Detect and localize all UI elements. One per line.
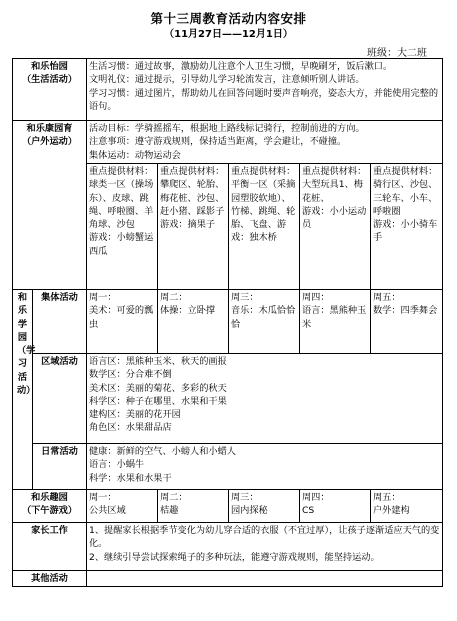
fun-day: 周五： 户外建构 <box>373 492 410 517</box>
collective-day: 周二： 体操：立卧撑 <box>160 292 216 317</box>
area-line: 科学区：种子在哪里、水果和干果 <box>89 395 227 407</box>
health-goals-row <box>13 121 443 164</box>
schedule-table <box>12 58 443 587</box>
station-text: 重点提供材料：攀爬区、轮胎、梅花桩、沙包、赶小猪、踩影子 游戏：摘果子 <box>160 166 225 231</box>
other-content <box>87 571 443 587</box>
daily-line: 科学：水果和水果干 <box>89 472 172 484</box>
health-line: 活动目标：学骑摇摇车，根据地上路线标记骑行，控制前进的方向。 <box>89 123 365 134</box>
area-line: 美术区：美丽的菊花、多彩的秋天 <box>89 382 227 394</box>
daily-line: 语言：小蜗牛 <box>89 459 145 471</box>
area-line: 建构区：美丽的花开园 <box>89 409 181 421</box>
fun-row <box>13 490 443 523</box>
collective-day: 周一： 美术：可爱的瓢虫 <box>89 292 154 330</box>
area-line: 角色区：水果甜品店 <box>89 422 172 434</box>
area-label: 区域活动 <box>33 354 87 444</box>
family-label: 家长工作 <box>13 523 87 571</box>
life-row <box>13 59 443 121</box>
fun-day: 周一： 公共区域 <box>89 492 126 517</box>
daily-row <box>13 444 443 490</box>
family-line: 2、继续引导尝试探索绳子的多种玩法，能遵守游戏规则，能坚持运动。 <box>89 551 380 563</box>
collective-day: 周四： 语言：黑熊种玉米 <box>302 292 367 330</box>
daily-line: 健康：新鲜的空气、小螃人和小蜡人 <box>89 446 236 457</box>
station-cell <box>158 164 229 290</box>
page-title: 第十三周教育活动内容安排 <box>150 11 307 26</box>
day-cell <box>158 290 229 354</box>
collective-row <box>13 290 443 354</box>
life-content <box>87 59 443 121</box>
fun-day: 周二： 桔趣 <box>160 492 188 517</box>
daily-content <box>87 444 443 490</box>
day-cell <box>158 490 229 523</box>
station-text: 重点提供材料：球类一区（操场东）、皮球、跳绳、呼啦圈、羊角球、沙包 游戏：小螃蟹运西瓜 <box>89 166 154 257</box>
fun-day: 周三： 园内探秘 <box>231 492 268 517</box>
day-cell <box>229 490 300 523</box>
life-label <box>13 59 87 121</box>
day-cell <box>87 290 158 354</box>
collective-day: 周五： 数学：四季舞会 <box>373 292 438 317</box>
learning-label <box>13 290 36 490</box>
day-cell <box>300 490 371 523</box>
station-text: 重点提供材料：大型玩具1、梅花桩、 游戏：小小运动员 <box>302 166 367 231</box>
collective-day: 周三： 音乐：木瓜恰恰恰 <box>231 292 296 330</box>
learning-label-text: 和乐学园（学习活动） <box>17 292 36 397</box>
health-label-text: 和乐康园育 （户外运动） <box>21 123 78 148</box>
station-cell <box>87 164 158 290</box>
life-line: 学习习惯：通过图片，帮助幼儿在回答问题时要声音响亮，姿态大方，并能使用完整的语句。 <box>89 87 439 112</box>
family-content <box>87 523 443 571</box>
life-line: 生活习惯：通过故事，激励幼儿注意个人卫生习惯，早晚刷牙，饭后漱口。 <box>89 61 393 72</box>
day-cell <box>87 490 158 523</box>
other-label: 其他活动 <box>13 571 87 587</box>
health-label <box>13 121 87 290</box>
other-row <box>13 571 443 587</box>
life-label-text: 和乐怡园 （生活活动） <box>21 61 78 86</box>
fun-day: 周四： CS <box>302 492 330 517</box>
family-row <box>13 523 443 571</box>
fun-label <box>13 490 87 523</box>
date-range: （11月27日——12月1日） <box>164 29 293 40</box>
day-cell <box>371 290 443 354</box>
life-line: 文明礼仪：通过提示，引导幼儿学习轮流发言，注意倾听别人讲话。 <box>89 74 365 86</box>
health-line: 集体运动：动物运动会 <box>89 149 181 161</box>
area-line: 语言区：黑熊种玉米、秋天的画报 <box>89 356 227 367</box>
family-line: 1、提醒家长根据季节变化为幼儿穿合适的衣服（不宜过厚），让孩子逐渐适应天气的变化。 <box>89 525 440 550</box>
health-line: 注意事项：遵守游戏规则，保持适当距离，学会避让，不碰撞。 <box>89 136 347 148</box>
station-cell <box>371 164 443 290</box>
station-text: 重点提供材料：平衡一区（采摘园塑胶软地）、竹梯、跳绳、轮胎、飞盘、游戏：独木桥 <box>231 166 296 244</box>
day-cell <box>371 490 443 523</box>
class-label: 班级：大二班 <box>367 48 427 59</box>
day-cell <box>300 290 371 354</box>
health-goals <box>87 121 443 164</box>
day-cell <box>229 290 300 354</box>
fun-label-text: 和乐趣园 （下午游戏） <box>21 492 78 517</box>
area-line: 数学区：分合难不倒 <box>89 369 172 381</box>
collective-label: 集体活动 <box>33 290 87 354</box>
station-cell <box>300 164 371 290</box>
area-row <box>13 354 443 444</box>
station-text: 重点提供材料：骑行区、沙包、三轮车、小车、呼啦圈 游戏：小小骑车手 <box>373 166 438 244</box>
daily-label: 日常活动 <box>33 444 87 490</box>
station-cell <box>229 164 300 290</box>
area-content <box>87 354 443 444</box>
